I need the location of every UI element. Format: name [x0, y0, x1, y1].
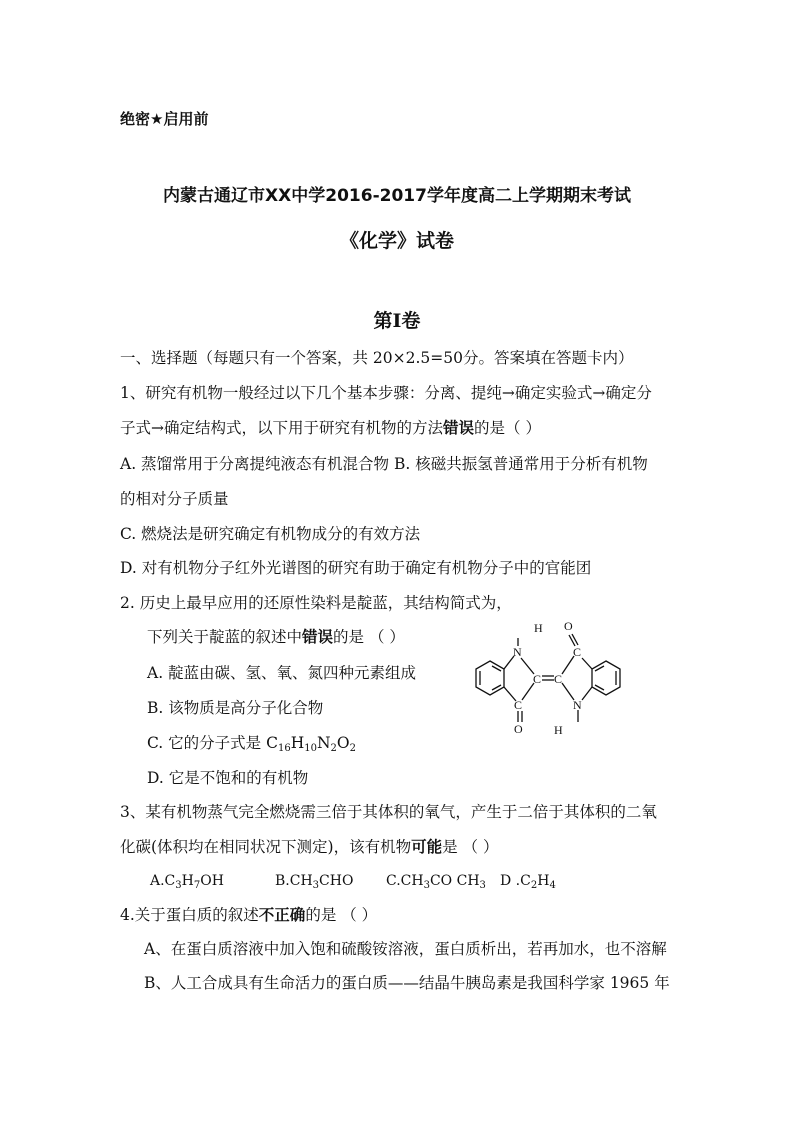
q2-sub-stem: [147, 627, 405, 647]
q2-formula-o: O: [336, 734, 350, 752]
label-n-bottom: N: [573, 698, 582, 712]
q1-option-c: C. 燃烧法是研究确定有机物成分的有效方法: [120, 525, 421, 543]
q3-opt-c-tail: CO CH: [429, 873, 480, 889]
q2-formula-sub-c: 16: [277, 743, 291, 754]
volume-heading: 第I卷: [373, 310, 421, 332]
q3-stem-bracket: 是 （ ）: [442, 838, 499, 856]
label-o-top: O: [564, 619, 573, 633]
label-h-top: H: [534, 621, 543, 635]
q1-option-b-cont: 的相对分子质量: [120, 490, 229, 508]
q3-opt-a-sub1: 3: [175, 880, 182, 891]
q3-opt-d-sub1: 2: [530, 880, 538, 891]
q2-sub-emphasis: 错误: [302, 627, 334, 646]
q1-stem-line2: [120, 418, 541, 438]
q3-option-a: [150, 871, 224, 891]
q1-stem-text: 子式→确定结构式，以下用于研究有机物的方法: [120, 419, 443, 437]
q2-formula-prefix: C. 它的分子式是 C: [147, 734, 278, 752]
q4-option-a: A、在蛋白质溶液中加入饱和硫酸铵溶液，蛋白质析出，若再加水，也不溶解: [144, 940, 667, 958]
q1-stem-line1: 1、研究有机物一般经过以下几个基本步骤：分离、提纯→确定实验式→确定分: [120, 384, 652, 402]
label-c-bottom: C: [514, 698, 523, 712]
exam-subject-title: 《化学》试卷: [339, 230, 454, 252]
q1-option-d: D. 对有机物分子红外光谱图的研究有助于确定有机物分子中的官能团: [120, 559, 592, 577]
q4-stem: [120, 905, 377, 925]
q4-stem-emphasis: 不正确: [258, 905, 306, 924]
section-instructions: 一、选择题（每题只有一个答案，共 20×2.5=50分。答案填在答题卡内）: [120, 349, 634, 367]
label-c-mid-left: C: [533, 672, 542, 686]
q3-opt-c-prefix: C.CH: [386, 873, 424, 889]
q3-stem-line2: [120, 837, 498, 857]
label-c-top: C: [573, 645, 582, 659]
q3-opt-a-tail: OH: [200, 873, 224, 889]
q2-formula-sub-o: 2: [349, 743, 356, 754]
q3-opt-a-sub2: 7: [193, 880, 201, 891]
q3-stem-emphasis: 可能: [411, 837, 443, 856]
q3-option-b: [275, 871, 353, 891]
label-c-mid-right: C: [554, 672, 563, 686]
q4-stem-text: 4.关于蛋白质的叙述: [120, 906, 259, 924]
q2-formula-sub-h: 10: [304, 743, 317, 754]
q2-sub-bracket: 的是 （ ）: [333, 628, 405, 646]
q3-opt-b-sub1: 3: [312, 880, 320, 891]
q3-option-c: [386, 871, 486, 891]
q2-formula-sub-n: 2: [330, 743, 337, 754]
q3-opt-a-prefix: A.C: [150, 873, 176, 889]
q3-stem-line1: 3、某有机物蒸气完全燃烧需三倍于其体积的氧气，产生于二倍于其体积的二氧: [120, 803, 657, 821]
q2-stem: 2. 历史上最早应用的还原性染料是靛蓝，其结构简式为，: [120, 594, 512, 612]
q4-stem-bracket: 的是 （ ）: [305, 906, 378, 924]
label-o-bottom: O: [514, 722, 523, 736]
q3-opt-a-h: H: [181, 873, 194, 889]
label-h-bottom: H: [554, 723, 563, 737]
confidential-label: 绝密★启用前: [120, 110, 209, 128]
q3-opt-d-sub2: 4: [549, 880, 556, 891]
q3-opt-d-prefix: D .C: [500, 873, 531, 889]
q3-opt-c-sub2: 3: [479, 880, 486, 891]
q2-formula-h: H: [290, 734, 305, 752]
q3-stem-text: 化碳(体积均在相同状况下测定)，该有机物: [120, 838, 412, 856]
q1-stem-bracket: 的是（ ）: [474, 419, 541, 437]
q1-stem-emphasis: 错误: [443, 418, 475, 437]
q3-option-d: [500, 871, 556, 891]
indigo-structure-diagram: [468, 618, 628, 743]
q4-option-b: B、人工合成具有生命活力的蛋白质——结晶牛胰岛素是我国科学家 1965 年: [144, 974, 670, 992]
q2-option-c: [147, 733, 356, 753]
q2-option-d: D. 它是不饱和的有机物: [147, 769, 309, 787]
q1-option-a-b: A. 蒸馏常用于分离提纯液态有机混合物 B. 核磁共振氢普通常用于分析有机物: [120, 455, 648, 473]
q3-opt-b-prefix: B.CH: [275, 873, 313, 889]
exam-title: 内蒙古通辽市XX中学2016-2017学年度高二上学期期末考试: [163, 186, 631, 206]
q3-opt-b-tail: CHO: [319, 873, 354, 889]
q2-sub-text: 下列关于靛蓝的叙述中: [147, 628, 303, 646]
q2-option-a: A. 靛蓝由碳、氢、氧、氮四种元素组成: [147, 664, 417, 682]
q2-option-b: B. 该物质是高分子化合物: [147, 699, 324, 717]
label-n-top: N: [513, 645, 522, 659]
q2-formula-n: N: [316, 734, 331, 752]
q3-opt-d-h: H: [537, 873, 550, 889]
q3-opt-c-sub1: 3: [423, 880, 430, 891]
